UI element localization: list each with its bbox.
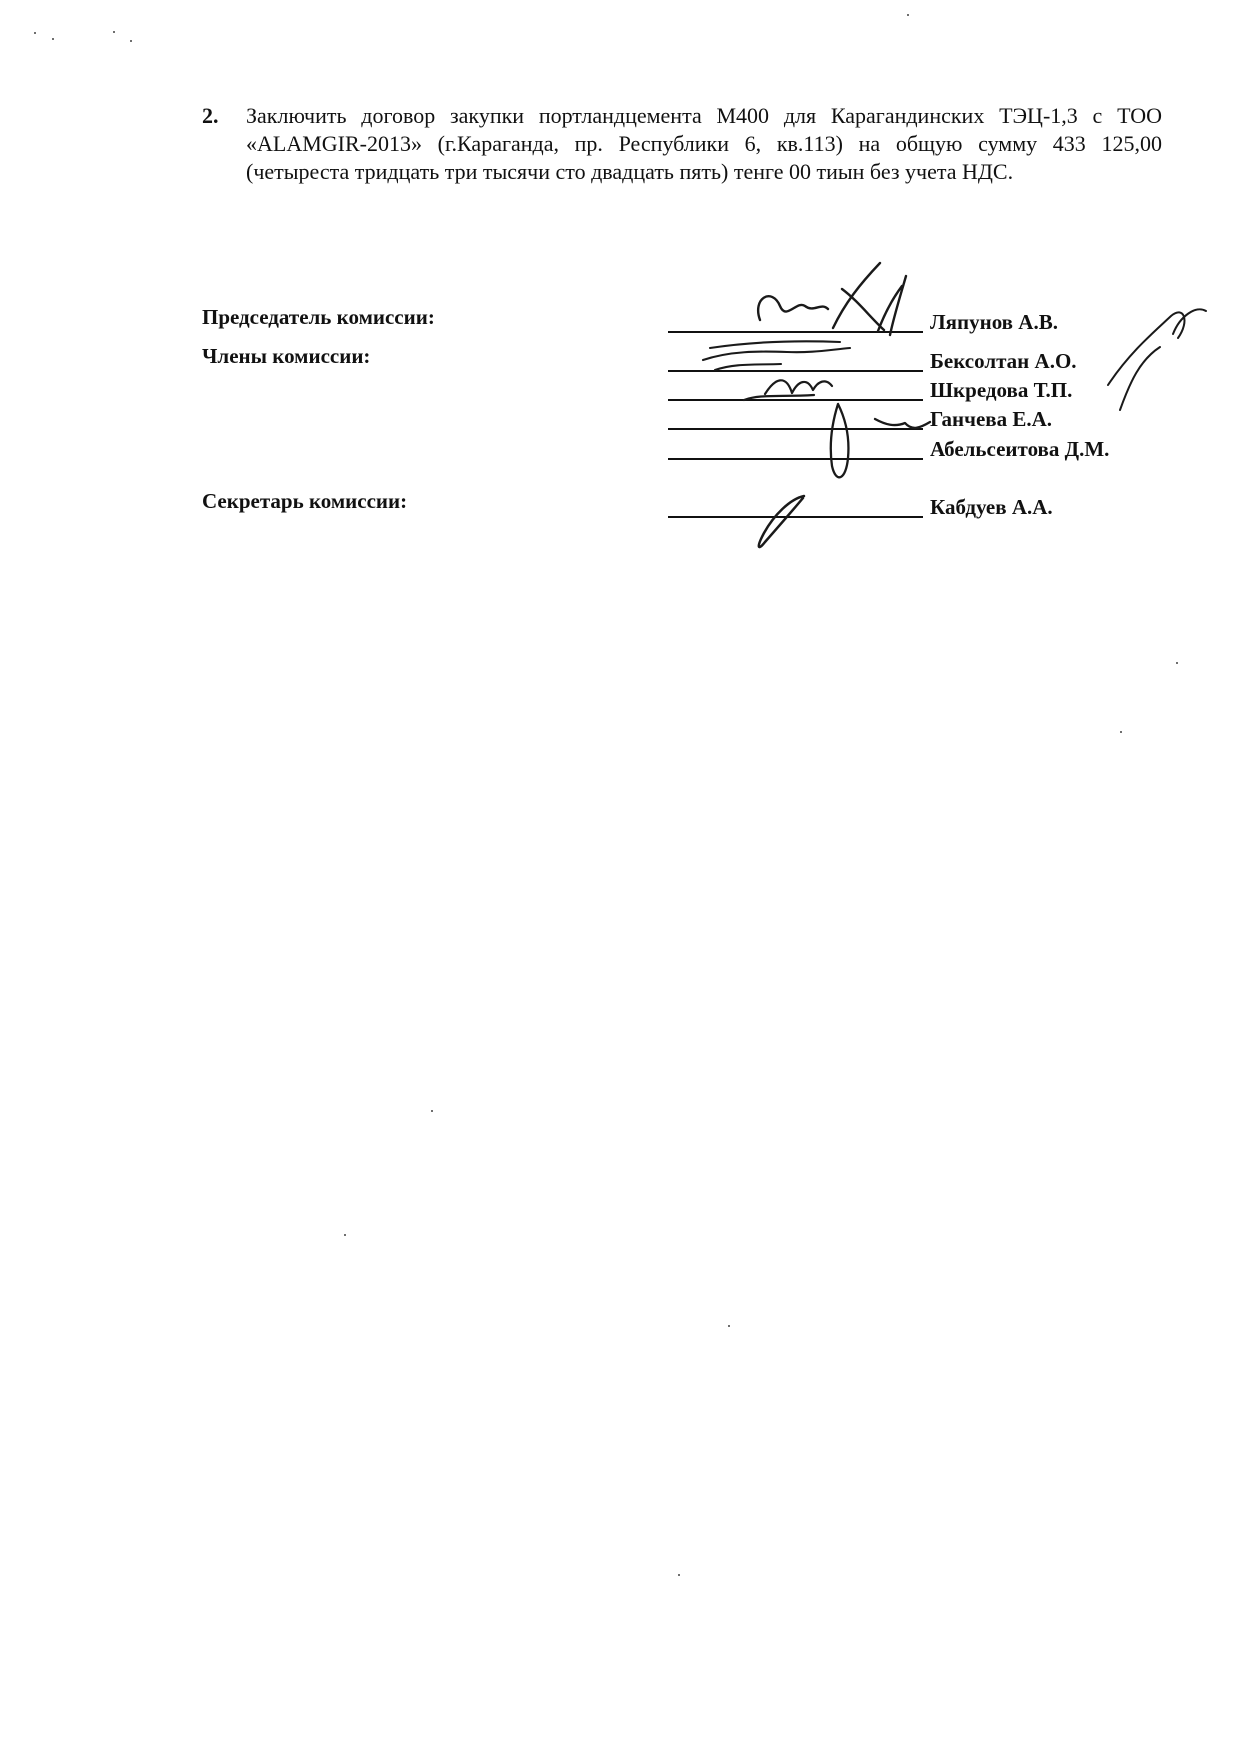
member-name: Бексолтан А.О. — [930, 349, 1077, 373]
scan-speck — [113, 31, 115, 33]
member-signature-1 — [703, 341, 850, 370]
secretary-name: Кабдуев А.А. — [930, 495, 1053, 519]
member-signature-line — [668, 428, 923, 430]
member-name: Шкредова Т.П. — [930, 378, 1073, 402]
chairman-signature — [758, 263, 906, 335]
chairman-label: Председатель комиссии: — [202, 305, 435, 329]
member-signature-line — [668, 458, 923, 460]
scan-speck — [52, 38, 54, 40]
member-signature-2 — [744, 380, 832, 400]
member-name: Ганчева Е.А. — [930, 407, 1053, 431]
members-label: Члены комиссии: — [202, 344, 371, 368]
secretary-label: Секретарь комиссии: — [202, 489, 408, 513]
member-signature-line — [668, 370, 923, 372]
secretary-signature — [759, 496, 804, 547]
scan-speck — [34, 32, 36, 34]
clause-text: Заключить договор закупки портландцемента М400 для Карагандинских ТЭЦ-1,3 с ТОО «ALAMGIR-2013» (г.Караганда, пр. Республики 6, кв.113) на общую сумму 433 125,00 (четыреста тридцать три тысячи сто двадцать пять) тенге 00 тиын без учета НДС. — [246, 103, 1162, 184]
chairman-name: Ляпунов А.В. — [930, 310, 1058, 334]
decision-clause — [202, 102, 1162, 186]
chairman-signature-line — [668, 331, 923, 333]
scan-speck — [431, 1110, 433, 1112]
scan-speck — [907, 14, 909, 16]
clause-number: 2. — [202, 103, 219, 128]
member-signature-3 — [831, 404, 930, 477]
scan-speck — [1176, 662, 1178, 664]
scan-speck — [344, 1234, 346, 1236]
member-signature-4 — [1108, 309, 1206, 410]
member-signature-line — [668, 399, 923, 401]
scan-speck — [130, 40, 132, 42]
scan-speck — [1120, 731, 1122, 733]
member-name: Абельсеитова Д.М. — [930, 437, 1110, 461]
scan-speck — [728, 1325, 730, 1327]
secretary-signature-line — [668, 516, 923, 518]
scan-speck — [678, 1574, 680, 1576]
